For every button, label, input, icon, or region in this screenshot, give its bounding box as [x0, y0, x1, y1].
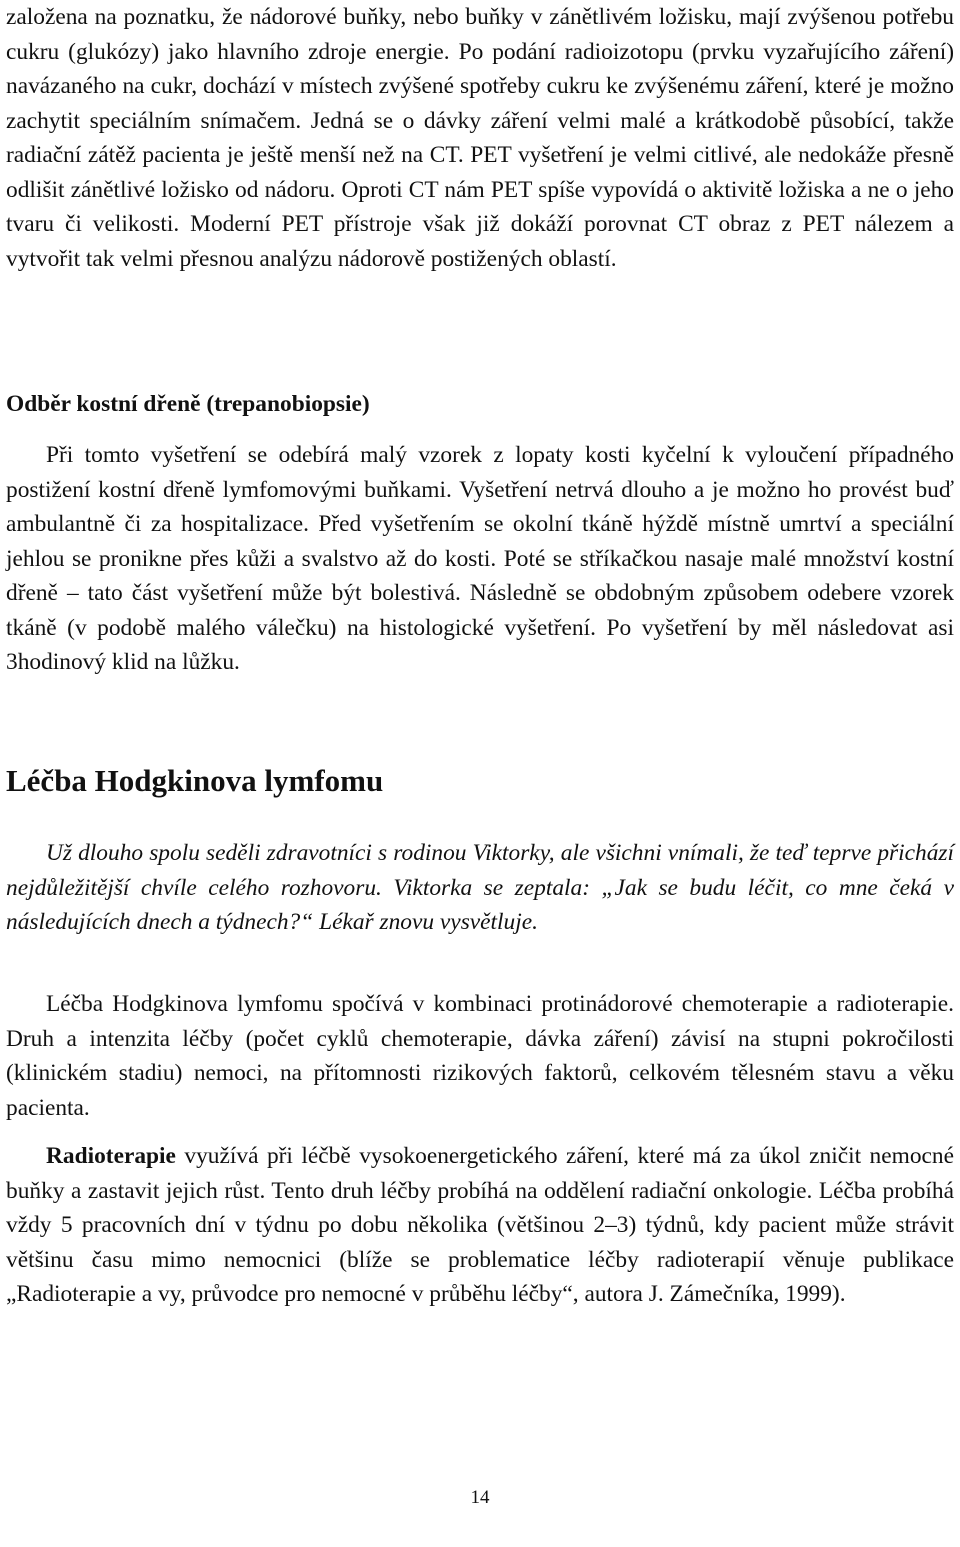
treatment-intro-italic: Už dlouho spolu seděli zdravotníci s rodinou Viktorky, ale všichni vnímali, že teď teprve přichází nejdůležitější chvíle celého rozhovoru. Viktorka se zeptala: „Jak se budu léčit, co mne čeká v následujících dnech a týdnech?“ Lékař znovu vysvětluje. — [6, 840, 954, 935]
treatment-overview-paragraph: Léčba Hodgkinova lymfomu spočívá v kombinaci protinádorové chemoterapie a radioterapie. Druh a intenzita léčby (počet cyklů chemoterapie, dávka záření) závisí na stupni pokročilosti (klinickém stadiu) nemoci, na přítomnosti rizikových faktorů, celkovém tělesném stavu a věku pacienta. — [6, 991, 954, 1121]
radiotherapy-paragraph — [6, 1139, 954, 1312]
trepanobiopsy-heading: Odběr kostní dřeně (trepanobiopsie) — [6, 391, 370, 417]
treatment-heading: Léčba Hodgkinova lymfomu — [6, 763, 384, 798]
trepanobiopsy-paragraph: Při tomto vyšetření se odebírá malý vzorek z lopaty kosti kyčelní k vyloučení případného postižení kostní dřeně lymfomovými buňkami. Vyšetření netrvá dlouho a je možno ho provést buď ambulantně či za hospitalizace. Před vyšetřením se okolní tkáně hýždě místně umrtví a speciální jehlou se pronikne přes kůži a svalstvo až do kosti. Poté se stříkačkou nasaje malé množství kostní dřeně – tato část vyšetření může být bolestivá. Následně se obdobným způsobem odebere vzorek tkáně (v podobě malého válečku) na histologické vyšetření. Po vyšetření by měl následovat asi 3hodinový klid na lůžku. — [6, 442, 954, 675]
pet-paragraph: založena na poznatku, že nádorové buňky, nebo buňky v zánětlivém ložisku, mají zvýšenou potřebu cukru (glukózy) jako hlavního zdroje energie. Po podání radioizotopu (prvku vyzařujícího záření) navázaného na cukr, dochází v místech zvýšené spotřeby cukru ke zvýšenému záření, které je možno zachytit speciálním snímačem. Jedná se o dávky záření velmi malé a krátkodobě působící, takže radiační zátěž pacienta je ještě menší než na CT. PET vyšetření je velmi citlivé, ale nedokáže přesně odlišit zánětlivé ložisko od nádoru. Oproti CT nám PET spíše vypovídá o aktivitě ložiska a ne o jeho tvaru či velikosti. Moderní PET přístroje však již dokáží porovnat CT obraz z PET nálezem a vytvořit tak velmi přesnou analýzu nádorově postižených oblastí. — [6, 4, 954, 272]
page-number: 14 — [470, 1487, 490, 1508]
radiotherapy-text: využívá při léčbě vysokoenergetického záření, které má za úkol zničit nemocné buňky a zastavit jejich růst. Tento druh léčby probíhá na oddělení radiační onkologie. Léčba probíhá vždy 5 pracovních dní v týdnu po dobu několika (většinou 2–3) týdnů, kdy pacient může strávit většinu času mimo nemocnici (blíže se problematice léčby radioterapií věnuje publikace „Radioterapie a vy, průvodce pro nemocné v průběhu léčby“, autora J. Zámečníka, 1999). — [6, 1143, 954, 1307]
radiotherapy-term: Radioterapie — [46, 1143, 176, 1169]
